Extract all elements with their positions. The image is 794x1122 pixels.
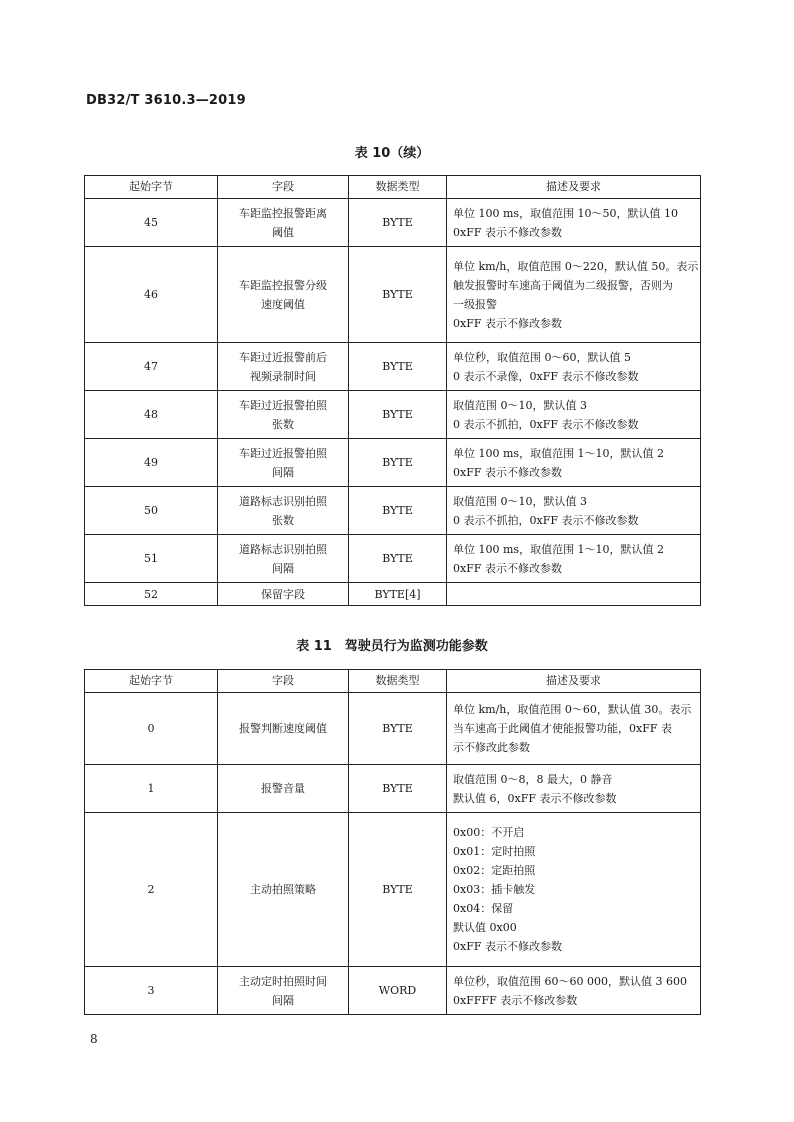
start-byte-cell: 51: [85, 535, 218, 583]
table-header-row: [85, 176, 701, 199]
page-number: 8: [90, 1032, 98, 1046]
column-header-description: 描述及要求: [447, 670, 701, 693]
field-cell: 道路标志识别拍照 张数: [218, 487, 349, 535]
start-byte-cell: 45: [85, 199, 218, 247]
data-type-cell: BYTE: [349, 765, 447, 813]
description-cell: 0x00：不开启 0x01：定时拍照 0x02：定距拍照 0x03：插卡触发 0x04：保留 默认值 0x00 0xFF 表示不修改参数: [447, 813, 701, 967]
field-cell: 车距监控报警分级 速度阈值: [218, 247, 349, 343]
field-cell: 报警音量: [218, 765, 349, 813]
description-cell: 单位 km/h，取值范围 0～220，默认值 50。表示 触发报警时车速高于阈值为二级报警，否则为 一级报警 0xFF 表示不修改参数: [447, 247, 701, 343]
table-row: [85, 343, 701, 391]
data-type-cell: WORD: [349, 967, 447, 1015]
table-row: [85, 487, 701, 535]
field-cell: 主动定时拍照时间 间隔: [218, 967, 349, 1015]
field-cell: 保留字段: [218, 583, 349, 606]
description-cell: 单位 km/h，取值范围 0～60，默认值 30。表示 当车速高于此阈值才使能报警功能，0xFF 表 示不修改此参数: [447, 693, 701, 765]
start-byte-cell: 47: [85, 343, 218, 391]
column-header-field: 字段: [218, 670, 349, 693]
description-cell: 单位 100 ms，取值范围 10～50，默认值 10 0xFF 表示不修改参数: [447, 199, 701, 247]
table-row: [85, 583, 701, 606]
table-row: [85, 813, 701, 967]
data-type-cell: BYTE: [349, 391, 447, 439]
document-code: DB32/T 3610.3—2019: [86, 93, 246, 108]
table-header-row: [85, 670, 701, 693]
field-cell: 车距监控报警距离 阈值: [218, 199, 349, 247]
data-type-cell: BYTE: [349, 343, 447, 391]
field-cell: 车距过近报警拍照 张数: [218, 391, 349, 439]
start-byte-cell: 50: [85, 487, 218, 535]
start-byte-cell: 0: [85, 693, 218, 765]
table-row: [85, 693, 701, 765]
column-header-field: 字段: [218, 176, 349, 199]
start-byte-cell: 48: [85, 391, 218, 439]
table-11: [84, 669, 701, 1015]
data-type-cell: BYTE: [349, 813, 447, 967]
table-row: [85, 199, 701, 247]
field-cell: 车距过近报警前后 视频录制时间: [218, 343, 349, 391]
field-cell: 道路标志识别拍照 间隔: [218, 535, 349, 583]
start-byte-cell: 3: [85, 967, 218, 1015]
column-header-data-type: 数据类型: [349, 176, 447, 199]
table-10: [84, 175, 701, 606]
start-byte-cell: 2: [85, 813, 218, 967]
data-type-cell: BYTE: [349, 487, 447, 535]
data-type-cell: BYTE: [349, 693, 447, 765]
field-cell: 车距过近报警拍照 间隔: [218, 439, 349, 487]
data-type-cell: BYTE[4]: [349, 583, 447, 606]
table-row: [85, 967, 701, 1015]
description-cell: 单位 100 ms，取值范围 1～10，默认值 2 0xFF 表示不修改参数: [447, 535, 701, 583]
column-header-data-type: 数据类型: [349, 670, 447, 693]
description-cell: [447, 583, 701, 606]
table-row: [85, 391, 701, 439]
description-cell: 单位 100 ms，取值范围 1～10，默认值 2 0xFF 表示不修改参数: [447, 439, 701, 487]
start-byte-cell: 49: [85, 439, 218, 487]
column-header-start-byte: 起始字节: [85, 176, 218, 199]
data-type-cell: BYTE: [349, 439, 447, 487]
description-cell: 单位秒，取值范围 0～60，默认值 5 0 表示不录像，0xFF 表示不修改参数: [447, 343, 701, 391]
data-type-cell: BYTE: [349, 199, 447, 247]
column-header-start-byte: 起始字节: [85, 670, 218, 693]
description-cell: 单位秒，取值范围 60～60 000，默认值 3 600 0xFFFF 表示不修改参数: [447, 967, 701, 1015]
column-header-description: 描述及要求: [447, 176, 701, 199]
table-11-title: 表 11 驾驶员行为监测功能参数: [296, 639, 488, 654]
start-byte-cell: 52: [85, 583, 218, 606]
start-byte-cell: 1: [85, 765, 218, 813]
description-cell: 取值范围 0～10，默认值 3 0 表示不抓拍，0xFF 表示不修改参数: [447, 391, 701, 439]
data-type-cell: BYTE: [349, 535, 447, 583]
data-type-cell: BYTE: [349, 247, 447, 343]
field-cell: 报警判断速度阈值: [218, 693, 349, 765]
start-byte-cell: 46: [85, 247, 218, 343]
field-cell: 主动拍照策略: [218, 813, 349, 967]
description-cell: 取值范围 0～8，8 最大，0 静音 默认值 6，0xFF 表示不修改参数: [447, 765, 701, 813]
table-row: [85, 247, 701, 343]
description-cell: 取值范围 0～10，默认值 3 0 表示不抓拍，0xFF 表示不修改参数: [447, 487, 701, 535]
table-row: [85, 765, 701, 813]
table-row: [85, 535, 701, 583]
table-10-title: 表 10（续）: [354, 146, 430, 161]
table-row: [85, 439, 701, 487]
